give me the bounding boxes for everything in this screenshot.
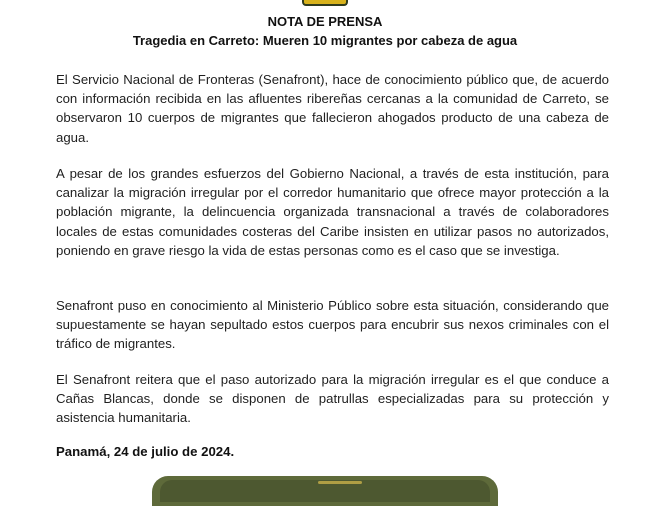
document-label: NOTA DE PRENSA bbox=[267, 14, 383, 29]
paragraph-3: Senafront puso en conocimiento al Ministerio Público sobre esta situación, considerando que supuestamente se hayan sepultado estos cuerpos para encubrir sus nexos criminales con el tráfico de migrantes. bbox=[56, 298, 609, 352]
document-title: Tragedia en Carreto: Mueren 10 migrantes por cabeza de agua bbox=[132, 33, 518, 48]
footer-emblem bbox=[318, 481, 362, 484]
paragraph-4: El Senafront reitera que el paso autorizado para la migración irregular es el que conduce a Cañas Blancas, donde se disponen de patrullas especializadas para su protección y asistencia humanitaria. bbox=[56, 372, 609, 426]
paragraph-2: A pesar de los grandes esfuerzos del Gobierno Nacional, a través de esta institución, para canalizar la migración irregular por el corredor humanitario que ofrece mayor protección a la población migrante, la delincuencia organizada transnacional a través de colaboradores locales de estas comunidades costeras del Caribe insisten en utilizar pasos no autorizados, poniendo en grave riesgo la vida de estas personas como es el caso que se investiga. bbox=[56, 166, 609, 258]
emblem-logo bbox=[302, 0, 348, 6]
closing-date: Panamá, 24 de julio de 2024. bbox=[56, 444, 235, 459]
paragraph-1: El Servicio Nacional de Fronteras (Senafront), hace de conocimiento público que, de acuerdo con información recibida en las afluentes ribereñas cercanas a la comunidad de Carreto, se observaron 10 cuerpos de migrantes que fallecieron ahogados producto de una cabeza de agua. bbox=[56, 72, 609, 145]
